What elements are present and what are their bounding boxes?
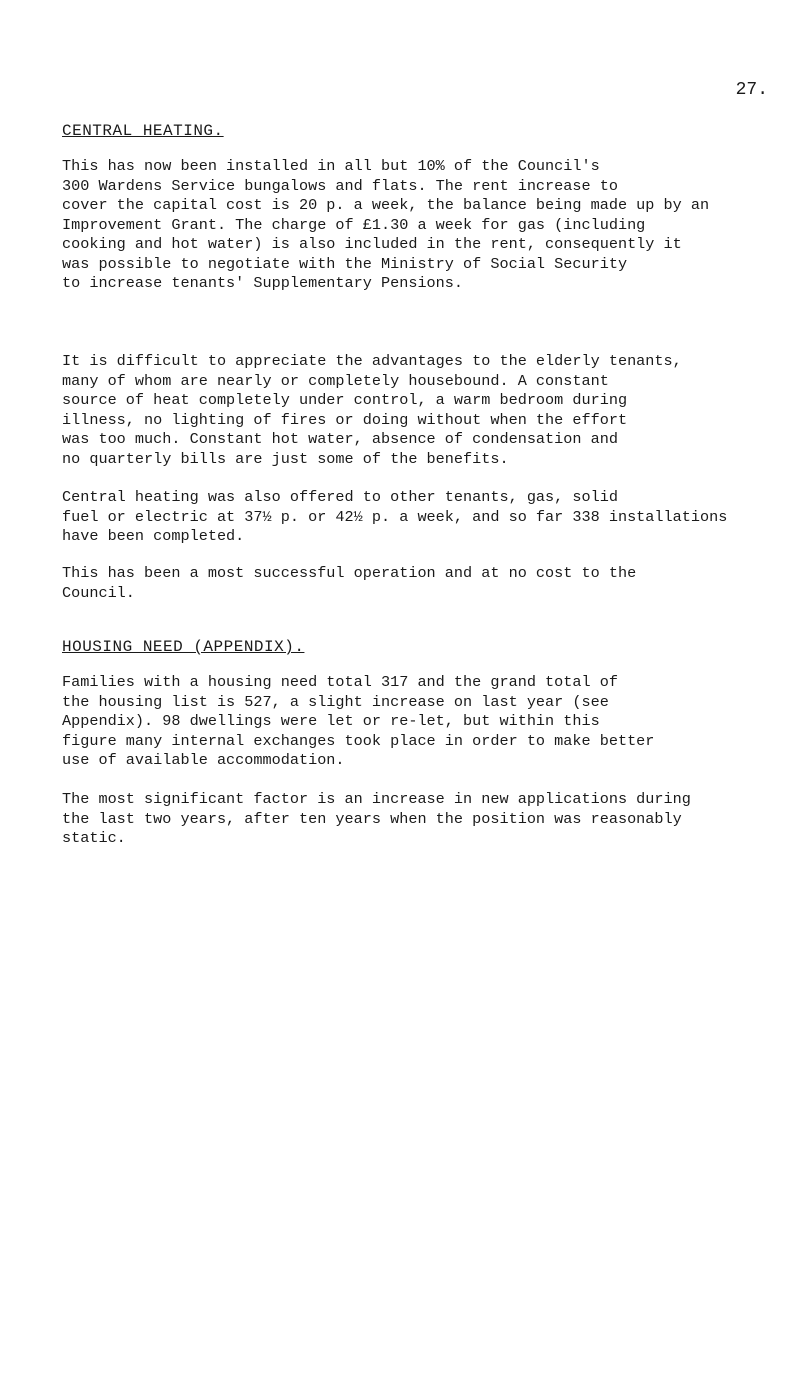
page-number: 27. <box>735 80 768 100</box>
paragraph-central-heating-other-tenants: Central heating was also offered to other tenants, gas, solid fuel or electric at 37½ p. or 42½ p. a week, and so far 338 installations have been completed. <box>62 488 728 545</box>
paragraph-central-heating-success: This has been a most successful operation and at no cost to the Council. <box>62 564 637 602</box>
paragraph-housing-need-applications: The most significant factor is an increase in new applications during the last two years, after ten years when the position was reasonably static. <box>62 790 691 847</box>
paragraph-central-heating-advantages: It is difficult to appreciate the advantages to the elderly tenants, many of whom are nearly or completely housebound. A constant source of heat completely under control, a warm bedroom during illness, no lighting of fires or doing without when the effort was too much. Constant hot water, absence of condensation and no quarterly bills are just some of the benefits. <box>62 352 682 468</box>
paragraph-central-heating-installation: This has now been installed in all but 10% of the Council's 300 Wardens Service bungalows and flats. The rent increase to cover the capital cost is 20 p. a week, the balance being made up by an Improvement Grant. The charge of £1.30 a week for gas (including cooking and hot water) is also included in the rent, consequently it was possible to negotiate with the Ministry of Social Security to increase tenants' Supplementary Pensions. <box>62 157 710 292</box>
section-heading-central-heating: CENTRAL HEATING. <box>62 122 224 140</box>
section-heading-housing-need: HOUSING NEED (APPENDIX). <box>62 638 305 656</box>
paragraph-housing-need-totals: Families with a housing need total 317 and the grand total of the housing list is 527, a slight increase on last year (see Appendix). 98 dwellings were let or re-let, but within this figure many internal exchanges took place in order to make better use of available accommodation. <box>62 673 655 769</box>
